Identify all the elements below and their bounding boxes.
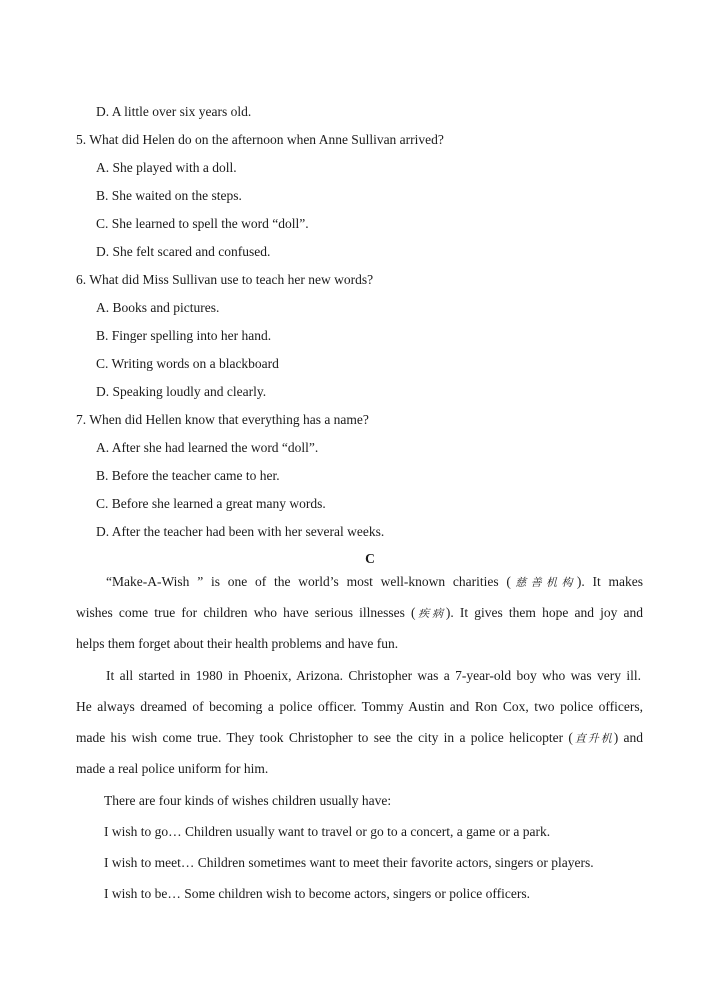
p1-line-2-text-a: wishes come true for children who have serious illnesses ( bbox=[76, 605, 416, 620]
p2-line-4: made a real police uniform for him. bbox=[76, 761, 269, 776]
q5-option-b: B. She waited on the steps. bbox=[96, 188, 242, 203]
p1-line-1-text-a: “Make-A-Wish ” is one of the world’s most well-known charities ( bbox=[106, 574, 511, 589]
q5-option-d: D. She felt scared and confused. bbox=[96, 244, 271, 259]
p2-line-3 bbox=[76, 729, 643, 748]
q6-option-c: C. Writing words on a blackboard bbox=[96, 356, 279, 371]
p2-line-3-chinese: 直升机 bbox=[572, 732, 614, 745]
p1-line-2-text-b: ). It gives them hope and joy and bbox=[445, 605, 643, 620]
p1-line-1-text-b: ). It makes bbox=[576, 574, 644, 589]
wish-meet: I wish to meet… Children sometimes want to meet their favorite actors, singers or players. bbox=[104, 855, 594, 870]
wish-go: I wish to go… Children usually want to travel or go to a concert, a game or a park. bbox=[104, 824, 551, 839]
q4-option-d: D. A little over six years old. bbox=[96, 104, 252, 119]
q7-option-a: A. After she had learned the word “doll”. bbox=[96, 440, 319, 455]
q6-question: 6. What did Miss Sullivan use to teach her new words? bbox=[76, 272, 374, 287]
section-heading-c: C bbox=[365, 551, 375, 566]
q5-question: 5. What did Helen do on the afternoon when Anne Sullivan arrived? bbox=[76, 132, 444, 147]
q6-option-a: A. Books and pictures. bbox=[96, 300, 220, 315]
p2-line-1: It all started in 1980 in Phoenix, Arizona. Christopher was a 7-year-old boy who was very ill. bbox=[106, 668, 641, 683]
q5-option-a: A. She played with a doll. bbox=[96, 160, 237, 175]
p2-line-3-text-a: made his wish come true. They took Christopher to see the city in a police helicopter ( bbox=[76, 730, 573, 745]
q6-option-d: D. Speaking loudly and clearly. bbox=[96, 384, 267, 399]
q7-option-b: B. Before the teacher came to her. bbox=[96, 468, 280, 483]
p2-line-2: He always dreamed of becoming a police officer. Tommy Austin and Ron Cox, two police officers, bbox=[76, 699, 643, 714]
wish-be: I wish to be… Some children wish to become actors, singers or police officers. bbox=[104, 886, 531, 901]
q7-option-c: C. Before she learned a great many words. bbox=[96, 496, 326, 511]
p2-line-3-text-b: ) and bbox=[613, 730, 644, 745]
p1-line-2 bbox=[76, 604, 643, 623]
p3-text: There are four kinds of wishes children usually have: bbox=[104, 793, 392, 808]
q7-question: 7. When did Hellen know that everything has a name? bbox=[76, 412, 369, 427]
p1-line-2-chinese: 疾病 bbox=[415, 607, 446, 620]
q7-option-d: D. After the teacher had been with her several weeks. bbox=[96, 524, 385, 539]
p1-line-1 bbox=[106, 573, 643, 592]
p1-line-1-chinese: 慈善机构 bbox=[510, 576, 577, 589]
q5-option-c: C. She learned to spell the word “doll”. bbox=[96, 216, 309, 231]
p1-line-3: helps them forget about their health problems and have fun. bbox=[76, 636, 399, 651]
q6-option-b: B. Finger spelling into her hand. bbox=[96, 328, 272, 343]
